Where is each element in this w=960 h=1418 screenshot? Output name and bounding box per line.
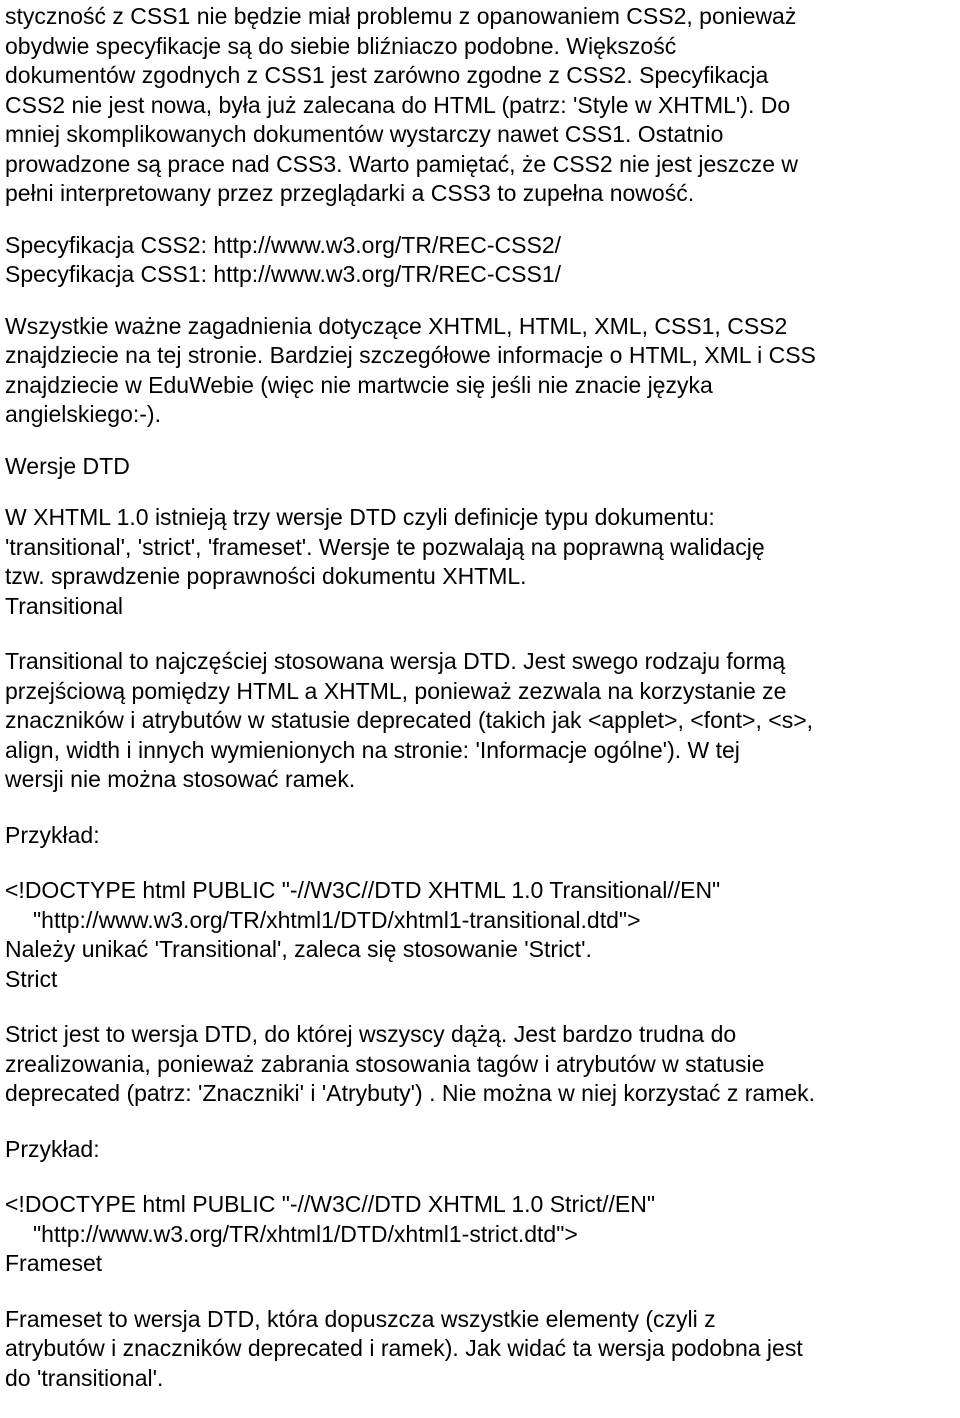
paragraph-line: znajdziecie w EduWebie (więc nie martwcie się jeśli nie znacie języka [5,371,713,398]
document-page [5,0,955,1393]
strict-doctype-example [5,1190,955,1249]
paragraph-line: mniej skomplikowanych dokumentów wystarczy nawet CSS1. Ostatnio [5,121,724,147]
dtd-intro-paragraph [5,503,955,592]
frameset-paragraph [5,1305,955,1394]
paragraph-line: prowadzone są prace nad CSS3. Warto pamiętać, że CSS2 nie jest jeszcze w [5,150,799,177]
frameset-heading: Frameset [5,1250,103,1276]
paragraph-line: znaczników i atrybutów w statusie deprecated (takich jak <applet>, <font>, <s>, [5,707,814,733]
paragraph-line: przejściową pomiędzy HTML a XHTML, ponieważ zezwala na korzystanie ze [5,677,787,704]
transitional-heading: Transitional [5,592,124,619]
paragraph-line: deprecated (patrz: 'Znaczniki' i 'Atrybuty') . Nie można w niej korzystać z ramek. [5,1080,816,1106]
intro-paragraph [5,2,955,209]
paragraph-line: W XHTML 1.0 istnieją trzy wersje DTD czyli definicje typu dokumentu: [5,504,715,530]
doctype-line: <!DOCTYPE html PUBLIC "-//W3C//DTD XHTML 1.0 Transitional//EN" [5,877,721,903]
doctype-line: <!DOCTYPE html PUBLIC "-//W3C//DTD XHTML 1.0 Strict//EN" [5,1191,655,1217]
doctype-line: "http://www.w3.org/TR/xhtml1/DTD/xhtml1-transitional.dtd"> [33,906,641,933]
paragraph-line: do 'transitional'. [5,1364,164,1391]
paragraph-line: 'transitional', 'strict', 'frameset'. Wersje te pozwalają na poprawną walidację [5,533,765,560]
spec-link-css2[interactable]: Specyfikacja CSS2: http://www.w3.org/TR/REC-CSS2/ [5,231,562,258]
paragraph-line: obydwie specyfikacje są do siebie bliźniaczo podobne. Większość [5,32,677,59]
paragraph-line: Frameset to wersja DTD, która dopuszcza wszystkie elementy (czyli z [5,1305,716,1332]
strict-heading: Strict [5,965,58,992]
spec-links [5,231,955,290]
paragraph-line: znajdziecie na tej stronie. Bardziej szczegółowe informacje o HTML, XML i CSS [5,342,816,368]
summary-paragraph [5,312,955,430]
paragraph-line: angielskiego:-). [5,401,161,427]
paragraph-line: Wszystkie ważne zagadnienia dotyczące XHTML, HTML, XML, CSS1, CSS2 [5,312,788,339]
dtd-versions-heading: Wersje DTD [5,452,130,479]
strict-paragraph [5,1020,955,1109]
paragraph-line: tzw. sprawdzenie poprawności dokumentu XHTML. [5,563,527,589]
spec-link-css1[interactable]: Specyfikacja CSS1: http://www.w3.org/TR/REC-CSS1/ [5,261,562,287]
paragraph-line: atrybutów i znaczników deprecated i ramek). Jak widać ta wersja podobna jest [5,1335,803,1361]
paragraph-line: Strict jest to wersja DTD, do której wszyscy dążą. Jest bardzo trudna do [5,1021,737,1047]
paragraph-line: Transitional to najczęściej stosowana wersja DTD. Jest swego rodzaju formą [5,648,786,674]
transitional-doctype-example [5,876,955,935]
paragraph-line: CSS2 nie jest nowa, była już zalecana do HTML (patrz: 'Style w XHTML'). Do [5,91,791,118]
paragraph-line: align, width i innych wymienionych na stronie: 'Informacje ogólne'). W tej [5,736,740,763]
paragraph-line: pełni interpretowany przez przeglądarki a CSS3 to zupełna nowość. [5,180,695,206]
paragraph-line: styczność z CSS1 nie będzie miał problemu z opanowaniem CSS2, ponieważ [5,3,797,29]
transitional-note: Należy unikać 'Transitional', zaleca się stosowanie 'Strict'. [5,936,592,962]
paragraph-line: dokumentów zgodnych z CSS1 jest zarówno zgodne z CSS2. Specyfikacja [5,62,769,88]
paragraph-line: zrealizowania, ponieważ zabrania stosowania tagów i atrybutów w statusie [5,1050,765,1077]
transitional-paragraph [5,647,955,795]
paragraph-line: wersji nie można stosować ramek. [5,766,356,792]
doctype-line: "http://www.w3.org/TR/xhtml1/DTD/xhtml1-strict.dtd"> [33,1220,578,1247]
strict-example-label: Przykład: [5,1135,100,1162]
transitional-example-label: Przykład: [5,821,100,848]
